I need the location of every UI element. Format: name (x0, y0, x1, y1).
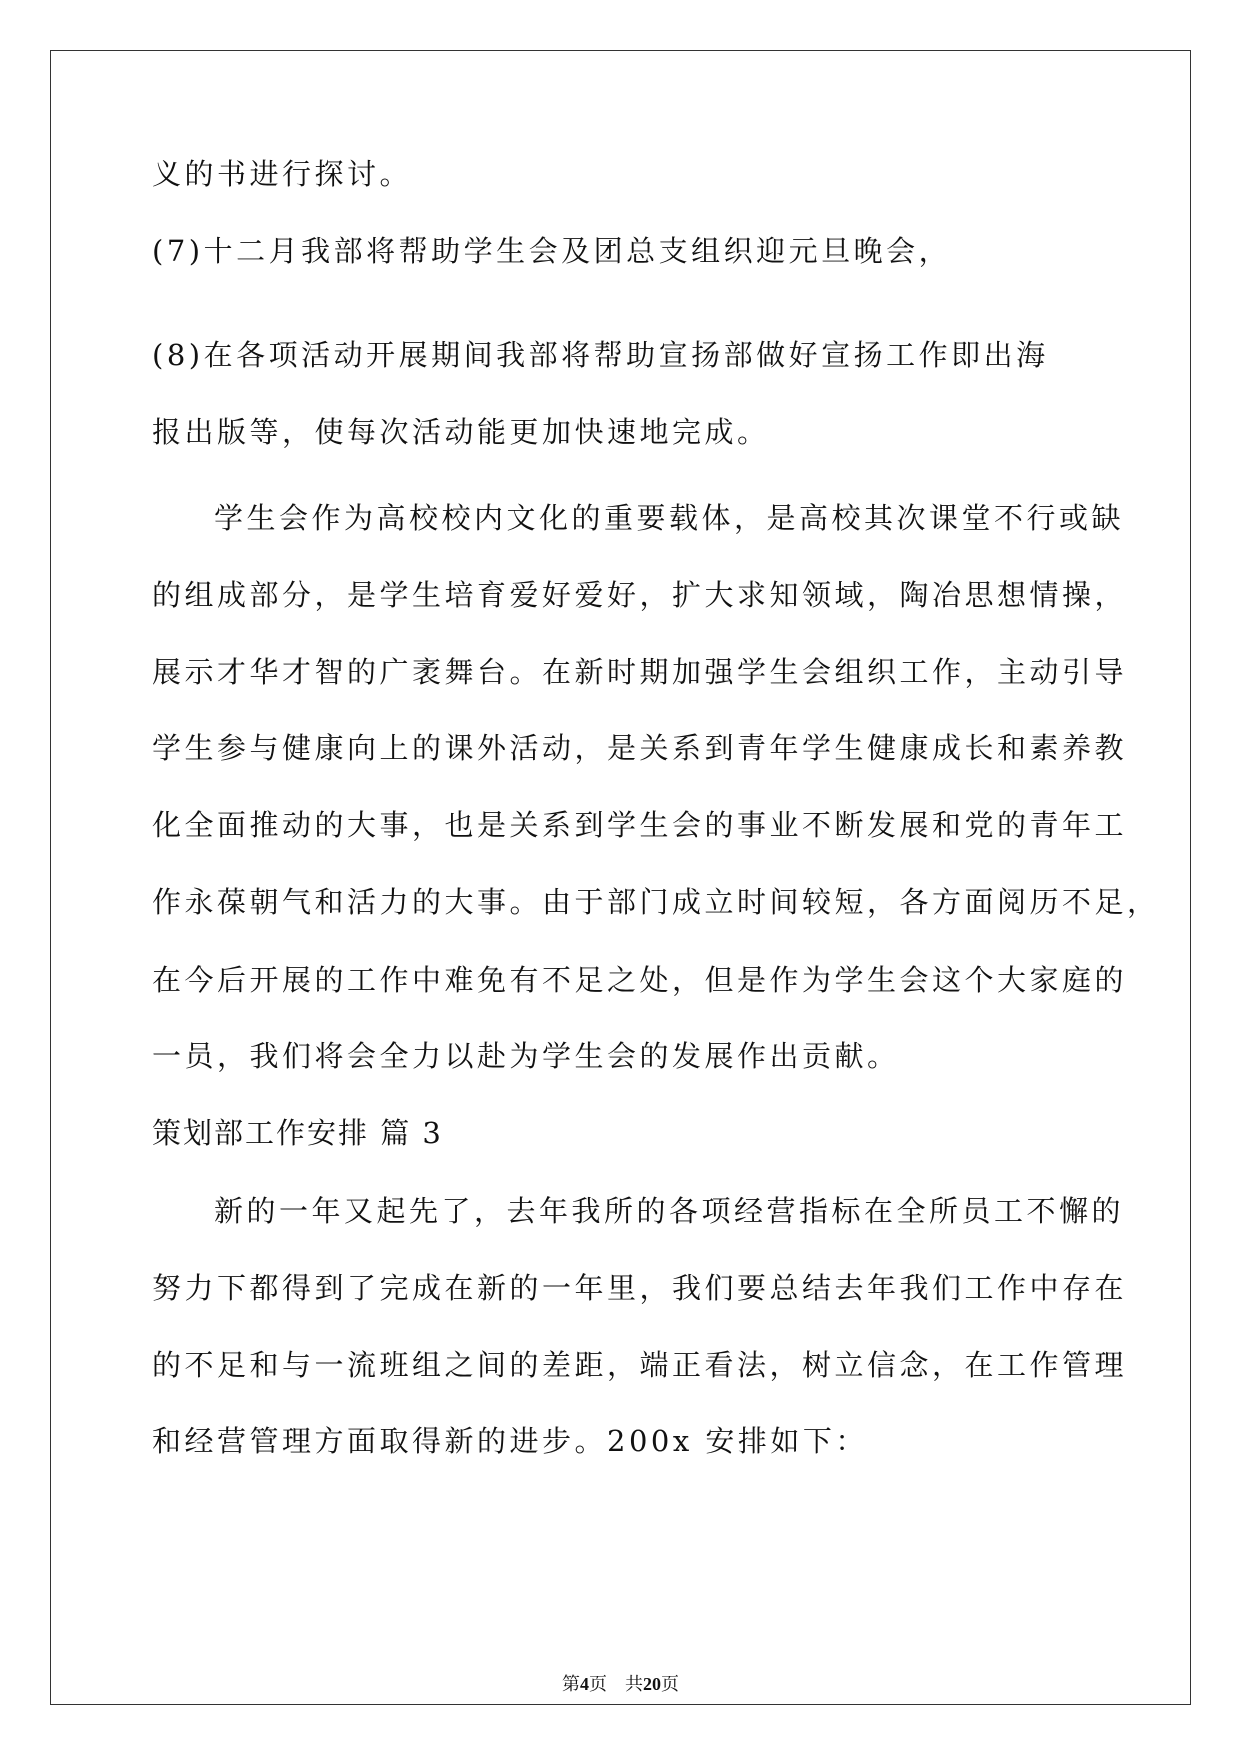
text-line: 和经营管理方面取得新的进步。200x 安排如下： (152, 1424, 868, 1458)
text-line: 学生会作为高校校内文化的重要载体，是高校其次课堂不行或缺 (214, 501, 1125, 535)
footer-page-suffix: 页 (589, 1674, 607, 1694)
text-line: 义的书进行探讨。 (152, 157, 413, 191)
text-line: 的组成部分，是学生培育爱好爱好，扩大求知领域，陶冶思想情操， (152, 578, 1128, 612)
text-line: 在今后开展的工作中难免有不足之处，但是作为学生会这个大家庭的 (152, 963, 1128, 997)
page-footer (0, 1672, 1241, 1696)
text-line: 作永葆朝气和活力的大事。由于部门成立时间较短，各方面阅历不足， (152, 885, 1160, 919)
text-line: 报出版等，使每次活动能更加快速地完成。 (152, 415, 770, 449)
total-page-count: 20 (643, 1674, 661, 1694)
footer-prefix: 第 (562, 1674, 580, 1694)
footer-total-suffix: 页 (661, 1674, 679, 1694)
text-line: 的不足和与一流班组之间的差距，端正看法，树立信念，在工作管理 (152, 1348, 1128, 1382)
text-line: 一员，我们将会全力以赴为学生会的发展作出贡献。 (152, 1039, 900, 1073)
text-line: (8)在各项活动开展期间我部将帮助宣扬部做好宣扬工作即出海 (152, 338, 1049, 372)
text-line: 学生参与健康向上的课外活动，是关系到青年学生健康成长和素养教 (152, 731, 1128, 765)
text-line: (7)十二月我部将帮助学生会及团总支组织迎元旦晚会， (152, 234, 952, 268)
text-line: 新的一年又起先了，去年我所的各项经营指标在全所员工不懈的 (214, 1194, 1125, 1228)
current-page-number: 4 (580, 1674, 589, 1694)
text-line: 努力下都得到了完成在新的一年里，我们要总结去年我们工作中存在 (152, 1271, 1128, 1305)
footer-total-prefix: 共 (625, 1674, 643, 1694)
section-heading: 策划部工作安排 篇 3 (152, 1116, 443, 1150)
text-line: 化全面推动的大事，也是关系到学生会的事业不断发展和党的青年工 (152, 808, 1128, 842)
text-line: 展示才华才智的广袤舞台。在新时期加强学生会组织工作，主动引导 (152, 655, 1128, 689)
